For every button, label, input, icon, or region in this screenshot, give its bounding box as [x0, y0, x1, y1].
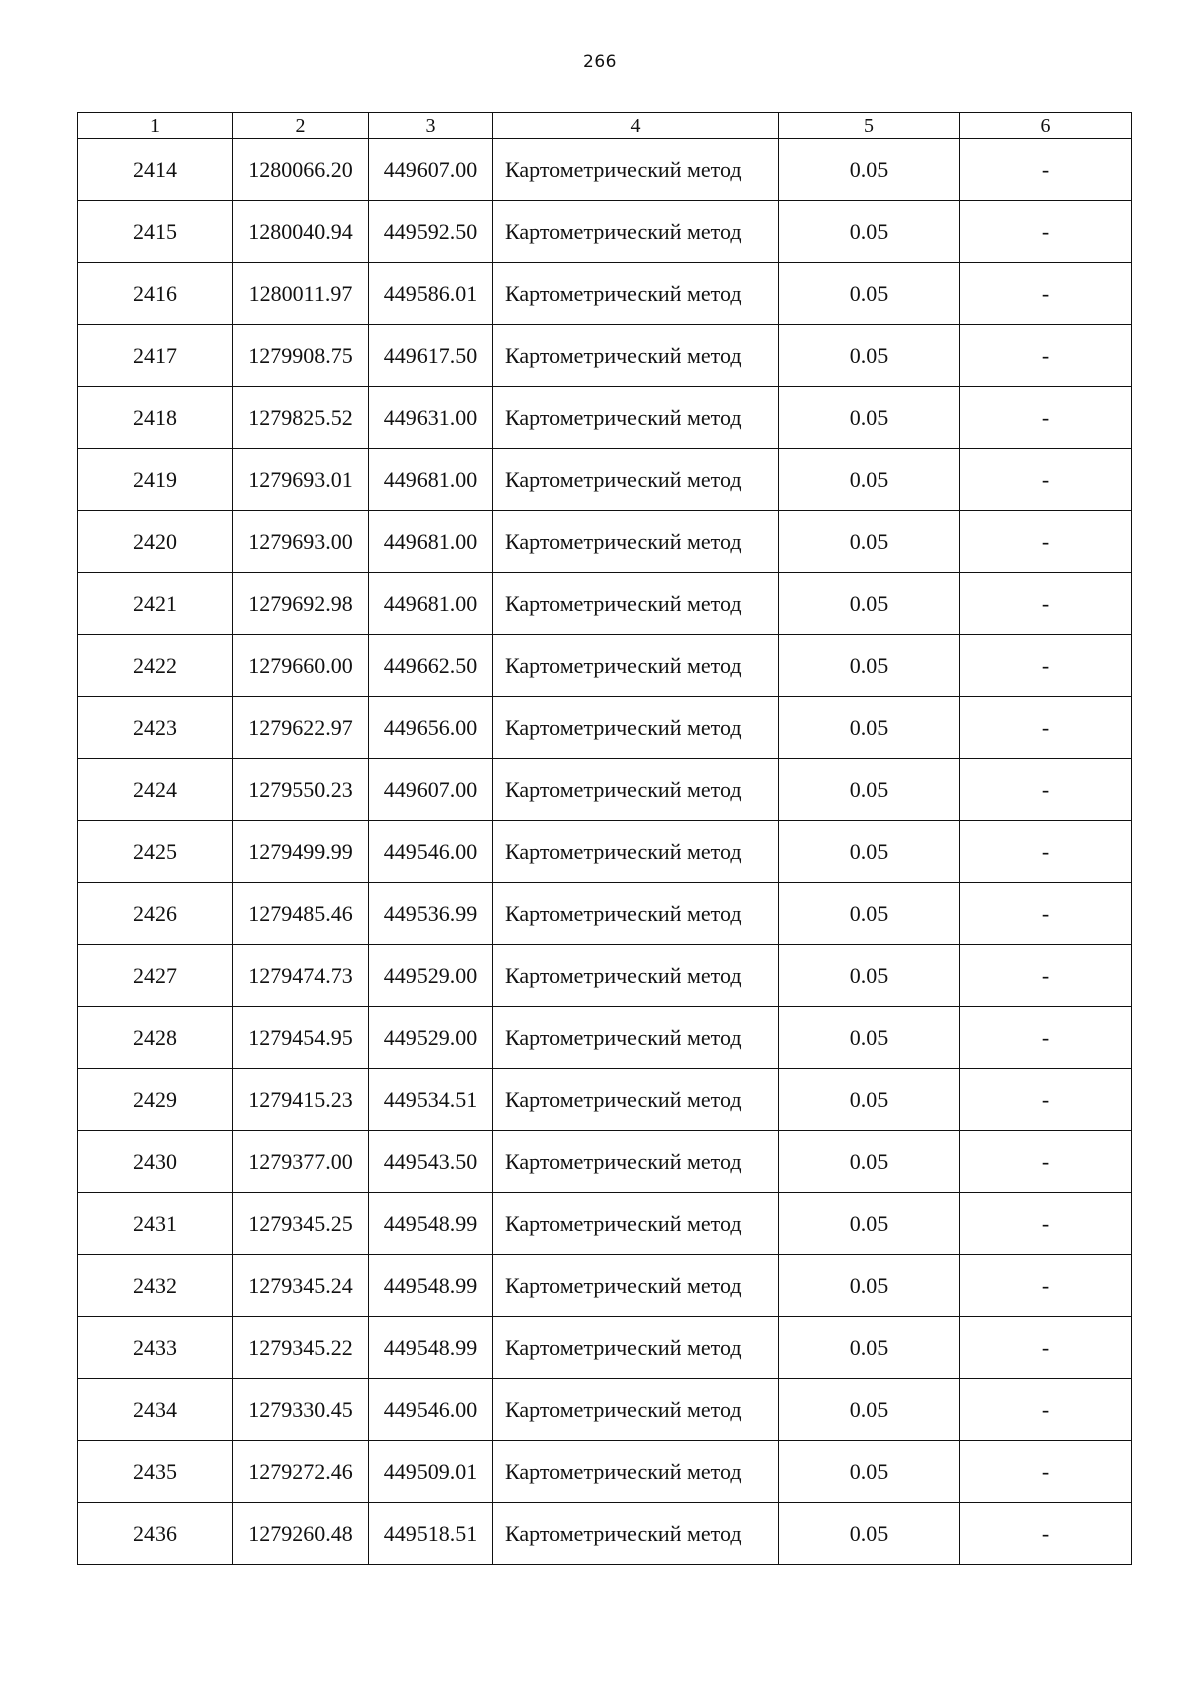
table-row: [78, 1131, 1132, 1193]
table-row: [78, 759, 1132, 821]
note-cell: -: [960, 883, 1132, 945]
note-cell: -: [960, 201, 1132, 263]
note-cell: -: [960, 635, 1132, 697]
accuracy-cell: 0.05: [779, 201, 960, 263]
accuracy-cell: 0.05: [779, 1131, 960, 1193]
x-coordinate-cell: 1279260.48: [233, 1503, 369, 1565]
y-coordinate-cell: 449631.00: [369, 387, 493, 449]
table-row: [78, 449, 1132, 511]
note-cell: -: [960, 1503, 1132, 1565]
table-row: [78, 1441, 1132, 1503]
note-cell: -: [960, 821, 1132, 883]
method-cell: Картометрический метод: [493, 1069, 779, 1131]
table-row: [78, 387, 1132, 449]
point-number-cell: 2421: [78, 573, 233, 635]
x-coordinate-cell: 1279693.01: [233, 449, 369, 511]
point-number-cell: 2429: [78, 1069, 233, 1131]
y-coordinate-cell: 449518.51: [369, 1503, 493, 1565]
column-header: 4: [493, 113, 779, 139]
point-number-cell: 2432: [78, 1255, 233, 1317]
method-cell: Картометрический метод: [493, 511, 779, 573]
x-coordinate-cell: 1280066.20: [233, 139, 369, 201]
table-row: [78, 821, 1132, 883]
point-number-cell: 2431: [78, 1193, 233, 1255]
table-row: [78, 325, 1132, 387]
y-coordinate-cell: 449586.01: [369, 263, 493, 325]
method-cell: Картометрический метод: [493, 697, 779, 759]
note-cell: -: [960, 511, 1132, 573]
column-header: 2: [233, 113, 369, 139]
y-coordinate-cell: 449509.01: [369, 1441, 493, 1503]
method-cell: Картометрический метод: [493, 1379, 779, 1441]
point-number-cell: 2423: [78, 697, 233, 759]
accuracy-cell: 0.05: [779, 1255, 960, 1317]
accuracy-cell: 0.05: [779, 697, 960, 759]
note-cell: -: [960, 759, 1132, 821]
y-coordinate-cell: 449548.99: [369, 1193, 493, 1255]
table-row: [78, 697, 1132, 759]
point-number-cell: 2427: [78, 945, 233, 1007]
accuracy-cell: 0.05: [779, 1007, 960, 1069]
point-number-cell: 2428: [78, 1007, 233, 1069]
note-cell: -: [960, 1193, 1132, 1255]
note-cell: -: [960, 1007, 1132, 1069]
y-coordinate-cell: 449656.00: [369, 697, 493, 759]
table-body: [78, 139, 1132, 1565]
point-number-cell: 2417: [78, 325, 233, 387]
note-cell: -: [960, 945, 1132, 1007]
accuracy-cell: 0.05: [779, 1317, 960, 1379]
accuracy-cell: 0.05: [779, 945, 960, 1007]
x-coordinate-cell: 1279415.23: [233, 1069, 369, 1131]
note-cell: -: [960, 1379, 1132, 1441]
column-header: 5: [779, 113, 960, 139]
method-cell: Картометрический метод: [493, 821, 779, 883]
method-cell: Картометрический метод: [493, 1007, 779, 1069]
accuracy-cell: 0.05: [779, 1441, 960, 1503]
table-row: [78, 883, 1132, 945]
x-coordinate-cell: 1279454.95: [233, 1007, 369, 1069]
point-number-cell: 2419: [78, 449, 233, 511]
point-number-cell: 2418: [78, 387, 233, 449]
method-cell: Картометрический метод: [493, 139, 779, 201]
note-cell: -: [960, 1069, 1132, 1131]
accuracy-cell: 0.05: [779, 573, 960, 635]
note-cell: -: [960, 1131, 1132, 1193]
y-coordinate-cell: 449543.50: [369, 1131, 493, 1193]
table-row: [78, 1007, 1132, 1069]
y-coordinate-cell: 449548.99: [369, 1317, 493, 1379]
y-coordinate-cell: 449607.00: [369, 759, 493, 821]
x-coordinate-cell: 1279485.46: [233, 883, 369, 945]
x-coordinate-cell: 1279693.00: [233, 511, 369, 573]
method-cell: Картометрический метод: [493, 883, 779, 945]
point-number-cell: 2435: [78, 1441, 233, 1503]
accuracy-cell: 0.05: [779, 511, 960, 573]
note-cell: -: [960, 263, 1132, 325]
method-cell: Картометрический метод: [493, 945, 779, 1007]
x-coordinate-cell: 1279345.22: [233, 1317, 369, 1379]
y-coordinate-cell: 449681.00: [369, 511, 493, 573]
coordinates-table: [77, 112, 1132, 1565]
table-row: [78, 1503, 1132, 1565]
table-row: [78, 511, 1132, 573]
point-number-cell: 2415: [78, 201, 233, 263]
table-row: [78, 573, 1132, 635]
table-row: [78, 263, 1132, 325]
y-coordinate-cell: 449546.00: [369, 1379, 493, 1441]
accuracy-cell: 0.05: [779, 449, 960, 511]
accuracy-cell: 0.05: [779, 263, 960, 325]
column-header: 6: [960, 113, 1132, 139]
note-cell: -: [960, 387, 1132, 449]
note-cell: -: [960, 1441, 1132, 1503]
point-number-cell: 2414: [78, 139, 233, 201]
accuracy-cell: 0.05: [779, 635, 960, 697]
method-cell: Картометрический метод: [493, 1441, 779, 1503]
method-cell: Картометрический метод: [493, 1193, 779, 1255]
x-coordinate-cell: 1279550.23: [233, 759, 369, 821]
accuracy-cell: 0.05: [779, 387, 960, 449]
accuracy-cell: 0.05: [779, 1069, 960, 1131]
table-header-row: [78, 113, 1132, 139]
y-coordinate-cell: 449681.00: [369, 449, 493, 511]
x-coordinate-cell: 1279345.25: [233, 1193, 369, 1255]
y-coordinate-cell: 449592.50: [369, 201, 493, 263]
x-coordinate-cell: 1279908.75: [233, 325, 369, 387]
method-cell: Картометрический метод: [493, 1131, 779, 1193]
x-coordinate-cell: 1279377.00: [233, 1131, 369, 1193]
point-number-cell: 2416: [78, 263, 233, 325]
y-coordinate-cell: 449529.00: [369, 1007, 493, 1069]
y-coordinate-cell: 449546.00: [369, 821, 493, 883]
accuracy-cell: 0.05: [779, 759, 960, 821]
x-coordinate-cell: 1279692.98: [233, 573, 369, 635]
note-cell: -: [960, 573, 1132, 635]
point-number-cell: 2420: [78, 511, 233, 573]
accuracy-cell: 0.05: [779, 1193, 960, 1255]
accuracy-cell: 0.05: [779, 883, 960, 945]
point-number-cell: 2424: [78, 759, 233, 821]
x-coordinate-cell: 1279622.97: [233, 697, 369, 759]
x-coordinate-cell: 1280040.94: [233, 201, 369, 263]
y-coordinate-cell: 449617.50: [369, 325, 493, 387]
table-row: [78, 945, 1132, 1007]
x-coordinate-cell: 1279345.24: [233, 1255, 369, 1317]
table-row: [78, 1069, 1132, 1131]
method-cell: Картометрический метод: [493, 387, 779, 449]
y-coordinate-cell: 449548.99: [369, 1255, 493, 1317]
x-coordinate-cell: 1279272.46: [233, 1441, 369, 1503]
page-number: 266: [583, 52, 617, 72]
table-row: [78, 635, 1132, 697]
x-coordinate-cell: 1279660.00: [233, 635, 369, 697]
x-coordinate-cell: 1279330.45: [233, 1379, 369, 1441]
method-cell: Картометрический метод: [493, 263, 779, 325]
table-row: [78, 1317, 1132, 1379]
table-row: [78, 139, 1132, 201]
method-cell: Картометрический метод: [493, 635, 779, 697]
point-number-cell: 2434: [78, 1379, 233, 1441]
point-number-cell: 2425: [78, 821, 233, 883]
column-header: 1: [78, 113, 233, 139]
method-cell: Картометрический метод: [493, 1503, 779, 1565]
point-number-cell: 2436: [78, 1503, 233, 1565]
accuracy-cell: 0.05: [779, 1503, 960, 1565]
method-cell: Картометрический метод: [493, 573, 779, 635]
note-cell: -: [960, 1317, 1132, 1379]
y-coordinate-cell: 449536.99: [369, 883, 493, 945]
point-number-cell: 2422: [78, 635, 233, 697]
x-coordinate-cell: 1280011.97: [233, 263, 369, 325]
method-cell: Картометрический метод: [493, 449, 779, 511]
x-coordinate-cell: 1279499.99: [233, 821, 369, 883]
point-number-cell: 2426: [78, 883, 233, 945]
note-cell: -: [960, 697, 1132, 759]
y-coordinate-cell: 449607.00: [369, 139, 493, 201]
y-coordinate-cell: 449681.00: [369, 573, 493, 635]
y-coordinate-cell: 449534.51: [369, 1069, 493, 1131]
table-row: [78, 201, 1132, 263]
method-cell: Картометрический метод: [493, 325, 779, 387]
note-cell: -: [960, 449, 1132, 511]
table-row: [78, 1379, 1132, 1441]
table-row: [78, 1193, 1132, 1255]
column-header: 3: [369, 113, 493, 139]
accuracy-cell: 0.05: [779, 821, 960, 883]
accuracy-cell: 0.05: [779, 1379, 960, 1441]
x-coordinate-cell: 1279825.52: [233, 387, 369, 449]
method-cell: Картометрический метод: [493, 759, 779, 821]
y-coordinate-cell: 449529.00: [369, 945, 493, 1007]
note-cell: -: [960, 139, 1132, 201]
table-row: [78, 1255, 1132, 1317]
method-cell: Картометрический метод: [493, 201, 779, 263]
point-number-cell: 2433: [78, 1317, 233, 1379]
accuracy-cell: 0.05: [779, 325, 960, 387]
method-cell: Картометрический метод: [493, 1255, 779, 1317]
x-coordinate-cell: 1279474.73: [233, 945, 369, 1007]
y-coordinate-cell: 449662.50: [369, 635, 493, 697]
method-cell: Картометрический метод: [493, 1317, 779, 1379]
note-cell: -: [960, 1255, 1132, 1317]
accuracy-cell: 0.05: [779, 139, 960, 201]
point-number-cell: 2430: [78, 1131, 233, 1193]
note-cell: -: [960, 325, 1132, 387]
